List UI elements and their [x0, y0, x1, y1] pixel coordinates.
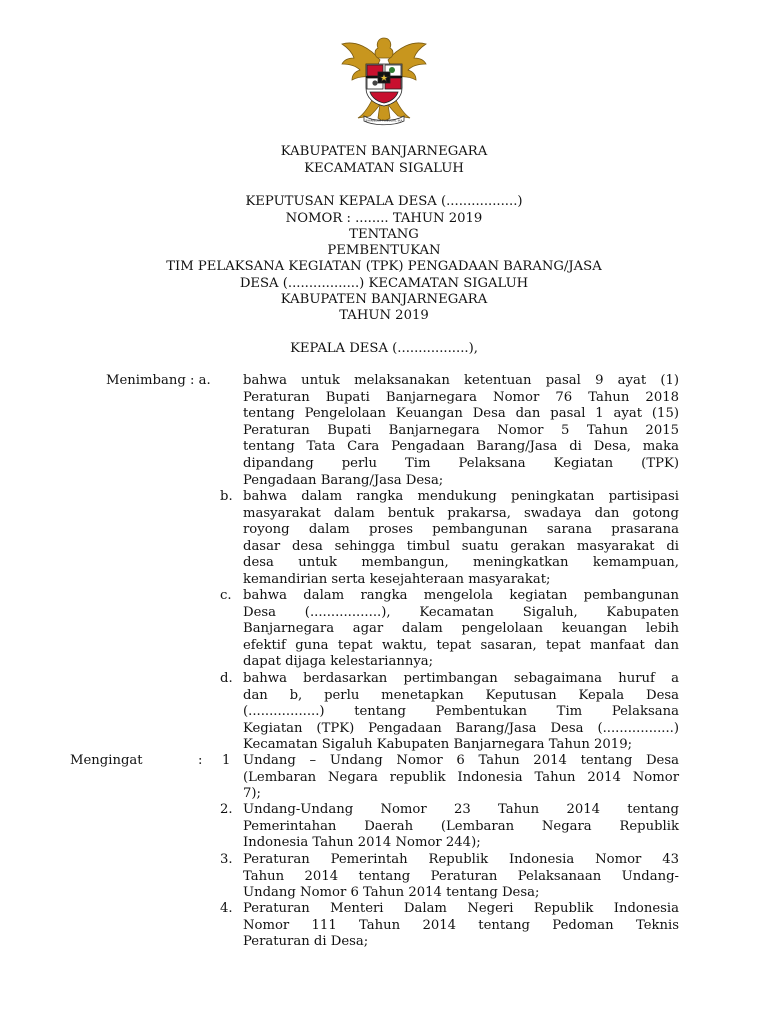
garuda-emblem-icon — [334, 30, 434, 130]
decree-about: TENTANG — [349, 227, 419, 242]
motto-text: BHINNEKA TUNGGAL IKA — [365, 118, 403, 123]
decree-team: TIM PELAKSANA KEGIATAN (TPK) PENGADAAN BARANG/JASA — [166, 259, 602, 274]
recalling-item-1: Undang – Undang Nomor 6 Tahun 2014 tentang Desa (Lembaran Negara republik Indonesia Tahun 2014 Nomor 7); — [243, 753, 679, 802]
considering-label: Menimbang : a. — [106, 373, 211, 388]
considering-item-b: bahwa dalam rangka mendukung peningkatan partisipasi masyarakat dalam bentuk prakarsa, swadaya dan gotong royong dalam proses pembangunan sarana prasarana dasar desa sehingga timbul suatu gerakan masyarakat di desa untuk membangun, meningkatkan kemampuan, kemandirian serta kesejahteraan masyarakat; — [243, 489, 679, 587]
district-heading: KECAMATAN SIGALUH — [304, 161, 464, 176]
recalling-marker-3: 3. — [220, 852, 233, 867]
recalling-marker-2: 2. — [220, 802, 233, 817]
considering-marker-d: d. — [220, 671, 233, 686]
recalling-item-2: Undang-Undang Nomor 23 Tahun 2014 tentang Pemerintahan Daerah (Lembaran Negara Republik Indonesia Tahun 2014 Nomor 244); — [243, 802, 679, 851]
decree-year: TAHUN 2019 — [339, 308, 429, 323]
recalling-marker-1: 1 — [222, 753, 231, 768]
decree-regency: KABUPATEN BANJARNEGARA — [280, 292, 488, 307]
recalling-colon: : — [198, 753, 203, 768]
considering-item-a: bahwa untuk melaksanakan ketentuan pasal 9 ayat (1) Peraturan Bupati Banjarnegara Nomor 76 Tahun 2018 tentang Pengelolaan Keuangan Desa dan pasal 1 ayat (15) Peraturan Bupati Banjarnegara Nomor 5 Tahun 2015 tentang Tata Cara Pengadaan Barang/Jasa di Desa, maka dipandang perlu Tim Pelaksana Kegiatan (TPK) Pengadaan Barang/Jasa Desa; — [243, 373, 679, 488]
decree-village: DESA (.................) KECAMATAN SIGALUH — [239, 276, 529, 291]
recalling-item-3: Peraturan Pemerintah Republik Indonesia Nomor 43 Tahun 2014 tentang Peraturan Pelaksanaan Undang- Undang Nomor 6 Tahun 2014 tentang Desa; — [243, 852, 679, 901]
considering-item-d: bahwa berdasarkan pertimbangan sebagaimana huruf a dan b, perlu menetapkan Keputusan Kepala Desa (.................) tentang Pembentukan Tim Pelaksana Kegiatan (TPK) Pengadaan Barang/Jasa Desa (.................) Kecamatan Sigaluh Kabupaten Banjarnegara Tahun 2019; — [243, 671, 679, 753]
considering-item-c: bahwa dalam rangka mengelola kegiatan pembangunan Desa (.................), Kecamatan Sigaluh, Kabupaten Banjarnegara agar dalam pengelolaan keuangan lebih efektif guna tepat waktu, tepat sasaran, tepat manfaat dan dapat dijaga kelestariannya; — [243, 588, 679, 670]
regency-heading: KABUPATEN BANJARNEGARA — [280, 144, 488, 159]
recalling-item-4: Peraturan Menteri Dalam Negeri Republik Indonesia Nomor 111 Tahun 2014 tentang Pedoman Teknis Peraturan di Desa; — [243, 901, 679, 950]
shield — [366, 64, 402, 106]
recalling-label: Mengingat — [70, 753, 143, 768]
village-head-heading: KEPALA DESA (.................), — [290, 341, 478, 356]
recalling-marker-4: 4. — [220, 901, 233, 916]
decree-formation: PEMBENTUKAN — [327, 243, 441, 258]
considering-marker-b: b. — [220, 489, 233, 504]
decree-title: KEPUTUSAN KEPALA DESA (.................) — [245, 194, 523, 209]
considering-marker-c: c. — [220, 588, 232, 603]
decree-number: NOMOR : ........ TAHUN 2019 — [285, 211, 483, 226]
